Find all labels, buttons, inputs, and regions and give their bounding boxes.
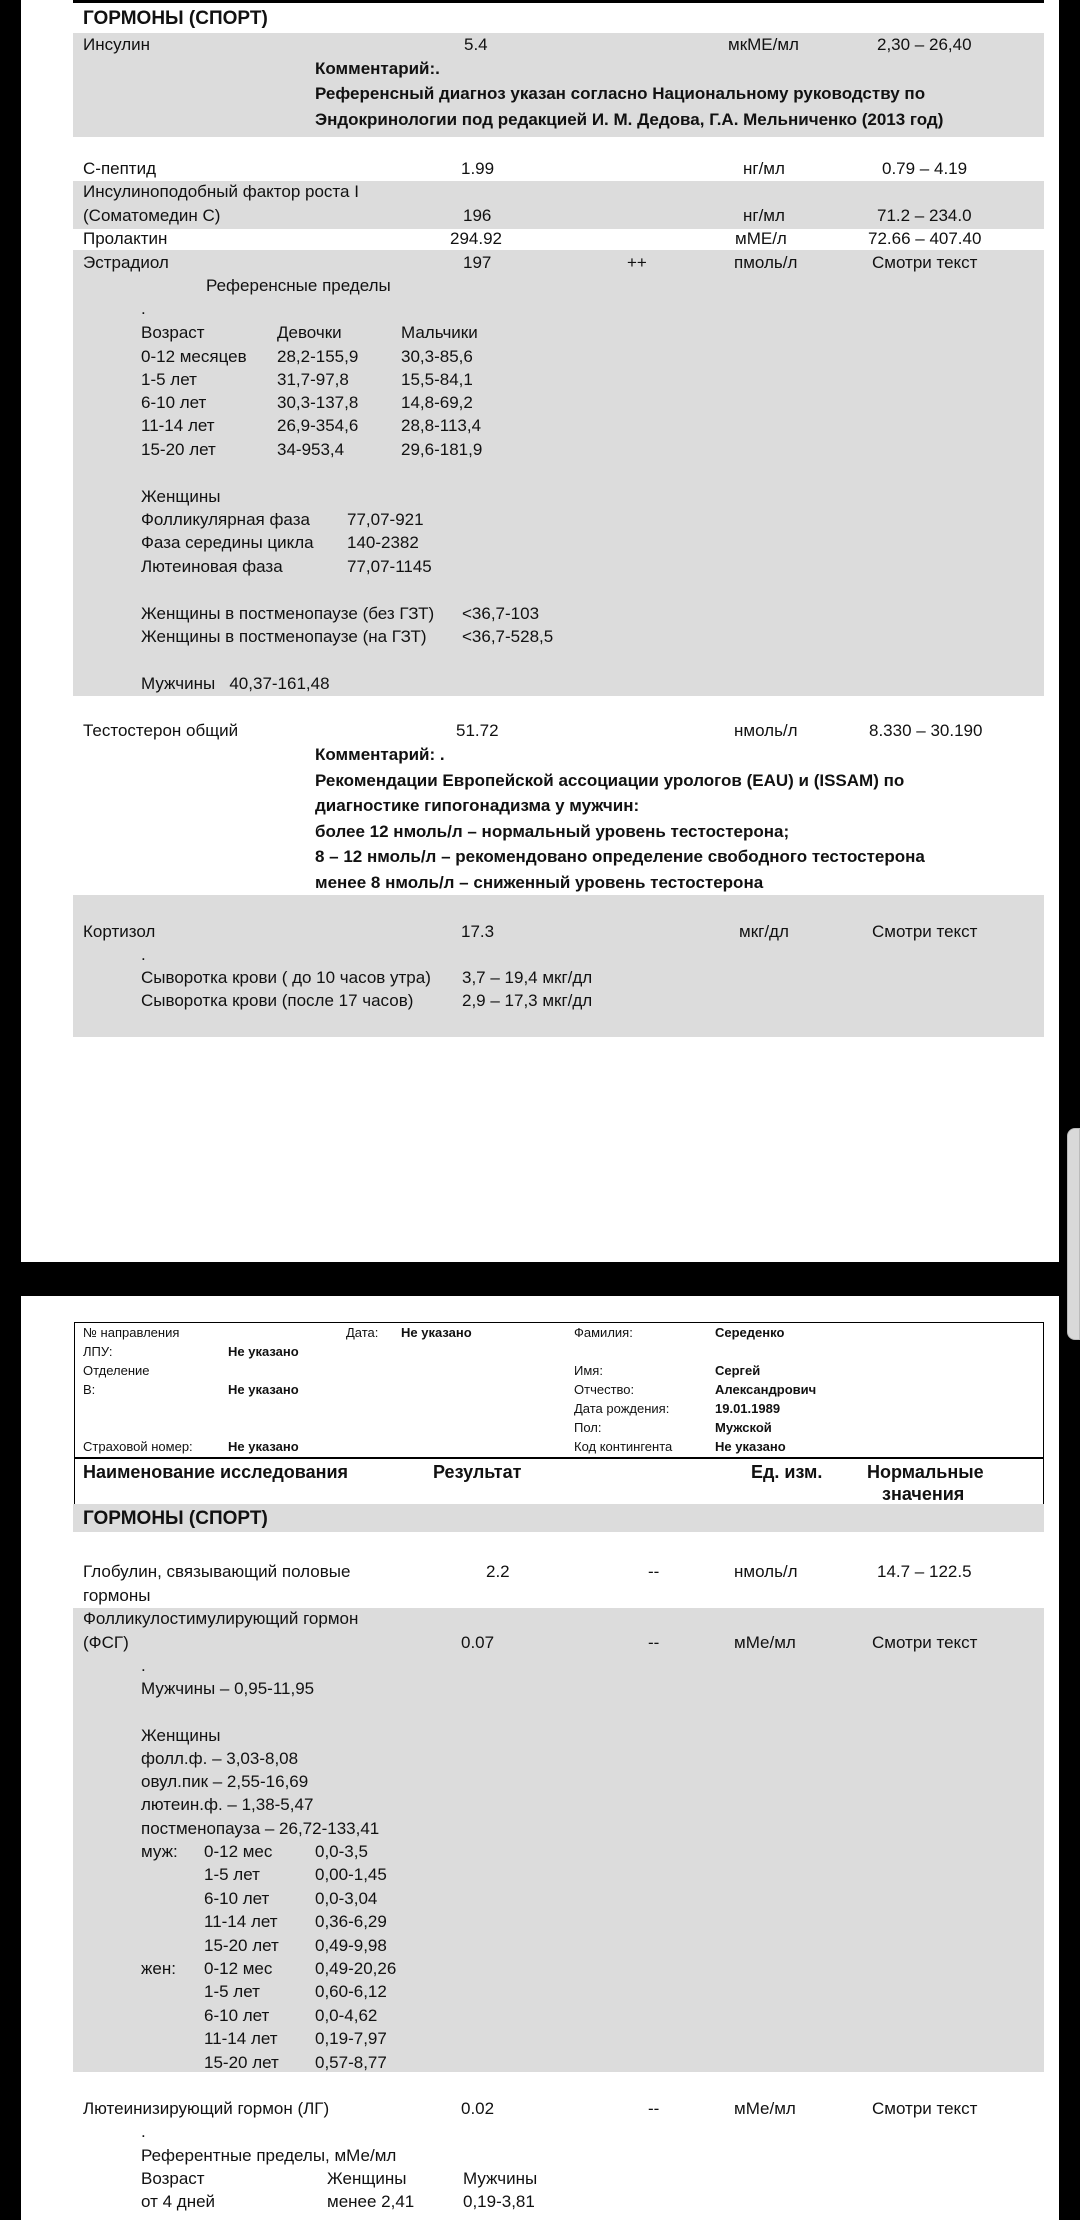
postmeno-value: <36,7-528,5 (462, 627, 554, 646)
age-cell: 6-10 лет (141, 393, 207, 412)
shbg-result: 2.2 (486, 1562, 510, 1581)
prolactin-result: 294.92 (450, 229, 502, 248)
women-value: 140-2382 (347, 533, 419, 552)
lh-men-header: Мужчины (463, 2169, 538, 2188)
cortisol-unit: мкг/дл (739, 922, 789, 941)
estradiol-flag: ++ (627, 253, 647, 272)
male-range: 0,0-3,5 (315, 1842, 368, 1861)
female-age: 11-14 лет (204, 2029, 278, 2048)
insulin-comment-line: Комментарий:. (315, 59, 440, 78)
cpeptide-name: С-пептид (83, 159, 157, 178)
fsh-name: Фолликулостимулирующий гормон (83, 1609, 359, 1628)
boys-cell: 30,3-85,6 (401, 347, 473, 366)
lh-flag: -- (648, 2099, 660, 2118)
fsh-women-line: овул.пик – 2,55-16,69 (141, 1772, 309, 1791)
estradiol-ref: Смотри текст (872, 253, 978, 272)
fsh-women-line: постменопауза – 26,72-133,41 (141, 1819, 380, 1838)
header-normal: Нормальные (867, 1462, 984, 1482)
v-value: Не указано (228, 1382, 299, 1397)
insulin-ref: 2,30 – 26,40 (877, 35, 972, 54)
boys-cell: 14,8-69,2 (401, 393, 473, 412)
lh-age-cell: от 4 дней (141, 2192, 216, 2211)
lh-result: 0.02 (461, 2099, 495, 2118)
male-range: 0,36-6,29 (315, 1912, 387, 1931)
scrollbar-handle[interactable] (1067, 1128, 1080, 1340)
name-value: Сергей (715, 1363, 761, 1378)
igf-name-2: (Соматомедин С) (83, 206, 221, 225)
lh-ref: Смотри текст (872, 2099, 978, 2118)
cpeptide-unit: нг/мл (743, 159, 785, 178)
age-cell: 1-5 лет (141, 370, 197, 389)
female-label: жен: (141, 1959, 176, 1978)
patient-info-box (74, 1322, 1044, 1459)
prolactin-ref: 72.66 – 407.40 (868, 229, 982, 248)
section-title: ГОРМОНЫ (СПОРТ) (83, 1508, 268, 1529)
table-top-border (73, 0, 1044, 3)
estradiol-unit: пмоль/л (734, 253, 798, 272)
testo-comment-line: менее 8 нмоль/л – сниженный уровень тестостерона (315, 873, 764, 892)
section-title: ГОРМОНЫ (СПОРТ) (83, 8, 268, 29)
estradiol-result: 197 (463, 253, 492, 272)
testo-comment-line: диагностике гипогонадизма у мужчин: (315, 796, 640, 815)
contingent-label: Код контингента (574, 1439, 673, 1454)
lh-name: Лютеинизирующий гормон (ЛГ) (83, 2099, 330, 2118)
girls-cell: 30,3-137,8 (277, 393, 359, 412)
female-range: 0,19-7,97 (315, 2029, 387, 2048)
cortisol-name: Кортизол (83, 922, 156, 941)
name-label: Имя: (574, 1363, 603, 1378)
dot-mark: . (141, 945, 146, 964)
testosterone-ref: 8.330 – 30.190 (869, 721, 983, 740)
report-page-2 (21, 1296, 1059, 2220)
shbg-ref: 14.7 – 122.5 (877, 1562, 972, 1581)
insulin-unit: мкМЕ/мл (728, 35, 799, 54)
cpeptide-ref: 0.79 – 4.19 (882, 159, 968, 178)
boys-cell: 15,5-84,1 (401, 370, 473, 389)
male-age: 6-10 лет (204, 1889, 270, 1908)
age-header: Возраст (141, 323, 205, 342)
shbg-flag: -- (648, 1562, 660, 1581)
testosterone-name: Тестостерон общий (83, 721, 239, 740)
insurance-label: Страховой номер: (83, 1439, 193, 1454)
date-label: Дата: (346, 1325, 379, 1340)
cortisol-range: 2,9 – 17,3 мкг/дл (462, 991, 593, 1010)
fsh-ref: Смотри текст (872, 1633, 978, 1652)
women-value: 77,07-921 (347, 510, 424, 529)
cortisol-range: 3,7 – 19,4 мкг/дл (462, 968, 593, 987)
surname-value: Середенко (715, 1325, 785, 1340)
age-cell: 0-12 месяцев (141, 347, 247, 366)
header-unit: Ед. изм. (751, 1462, 823, 1482)
men-line: Мужчины 40,37-161,48 (141, 674, 330, 693)
male-label: муж: (141, 1842, 178, 1861)
dob-value: 19.01.1989 (715, 1401, 781, 1416)
prolactin-name: Пролактин (83, 229, 168, 248)
dob-label: Дата рождения: (574, 1401, 670, 1416)
fsh-men-range: Мужчины – 0,95-11,95 (141, 1679, 315, 1698)
lpu-value: Не указано (228, 1344, 299, 1359)
lh-men-cell: 0,19-3,81 (463, 2192, 535, 2211)
sex-label: Пол: (574, 1420, 602, 1435)
testo-comment-line: Комментарий: . (315, 745, 445, 764)
fsh-women-title: Женщины (141, 1726, 221, 1745)
female-range: 0,0-4,62 (315, 2006, 378, 2025)
female-age: 0-12 мес (204, 1959, 273, 1978)
dot-mark: . (141, 2122, 146, 2141)
header-name: Наименование исследования (83, 1462, 349, 1482)
lh-women-cell: менее 2,41 (327, 2192, 415, 2211)
contingent-value: Не указано (715, 1439, 786, 1454)
igf-ref: 71.2 – 234.0 (877, 206, 972, 225)
girls-cell: 34-953,4 (277, 440, 345, 459)
girls-cell: 26,9-354,6 (277, 416, 359, 435)
female-range: 0,60-6,12 (315, 1982, 387, 2001)
testo-comment-line: Рекомендации Европейской ассоциации урологов (EAU) и (ISSAM) по (315, 771, 905, 790)
surname-label: Фамилия: (574, 1325, 633, 1340)
cortisol-sample: Сыворотка крови ( до 10 часов утра) (141, 968, 431, 987)
estradiol-name: Эстрадиол (83, 253, 169, 272)
women-phase: Фолликулярная фаза (141, 510, 310, 529)
cortisol-row-bg (73, 895, 1044, 1037)
date-value: Не указано (401, 1325, 472, 1340)
cortisol-result: 17.3 (461, 922, 495, 941)
sex-value: Мужской (715, 1420, 772, 1435)
report-page-1 (21, 0, 1059, 1262)
lh-unit: мМе/мл (734, 2099, 796, 2118)
estradiol-ref-title: Референсные пределы (206, 276, 391, 295)
women-value: 77,07-1145 (347, 557, 432, 576)
shbg-name: Глобулин, связывающий половые (83, 1562, 351, 1581)
female-range: 0,57-8,77 (315, 2053, 387, 2072)
boys-header: Мальчики (401, 323, 478, 342)
postmeno-label: Женщины в постменопаузе (без ГЗТ) (141, 604, 435, 623)
igf-unit: нг/мл (743, 206, 785, 225)
male-range: 0,00-1,45 (315, 1865, 387, 1884)
postmeno-value: <36,7-103 (462, 604, 540, 623)
male-range: 0,0-3,04 (315, 1889, 378, 1908)
age-cell: 11-14 лет (141, 416, 215, 435)
header-result: Результат (433, 1462, 522, 1482)
age-cell: 15-20 лет (141, 440, 216, 459)
fsh-row-bg (73, 1608, 1044, 2072)
insulin-name: Инсулин (83, 35, 151, 54)
lh-women-header: Женщины (327, 2169, 407, 2188)
testo-comment-line: 8 – 12 нмоль/л – рекомендовано определение свободного тестостерона (315, 847, 925, 866)
women-phase: Фаза середины цикла (141, 533, 314, 552)
insulin-result: 5.4 (464, 35, 488, 54)
patronymic-label: Отчество: (574, 1382, 635, 1397)
testo-comment-line: более 12 нмоль/л – нормальный уровень тестостерона; (315, 822, 790, 841)
cortisol-ref: Смотри текст (872, 922, 978, 941)
fsh-name-2: (ФСГ) (83, 1633, 129, 1652)
prolactin-unit: мМЕ/л (735, 229, 787, 248)
header-normal-2: значения (882, 1484, 965, 1504)
women-phase: Лютеиновая фаза (141, 557, 283, 576)
lpu-label: ЛПУ: (83, 1344, 113, 1359)
cpeptide-result: 1.99 (461, 159, 495, 178)
igf-result: 196 (463, 206, 492, 225)
dot-mark: . (141, 299, 146, 318)
male-age: 11-14 лет (204, 1912, 278, 1931)
male-age: 0-12 мес (204, 1842, 273, 1861)
igf-name: Инсулиноподобный фактор роста I (83, 182, 359, 201)
fsh-unit: мМе/мл (734, 1633, 796, 1652)
boys-cell: 28,8-113,4 (401, 416, 482, 435)
postmeno-label: Женщины в постменопаузе (на ГЗТ) (141, 627, 427, 646)
dept-label: Отделение (83, 1363, 150, 1378)
fsh-flag: -- (648, 1633, 660, 1652)
women-title: Женщины (141, 487, 221, 506)
direction-label: № направления (83, 1325, 180, 1340)
female-age: 1-5 лет (204, 1982, 260, 2001)
female-age: 6-10 лет (204, 2006, 270, 2025)
insulin-comment-line: Референсный диагноз указан согласно Национальному руководству по (315, 84, 926, 103)
girls-header: Девочки (277, 323, 342, 342)
male-range: 0,49-9,98 (315, 1936, 387, 1955)
lh-ref-title: Референтные пределы, мМе/мл (141, 2146, 397, 2165)
fsh-women-line: лютеин.ф. – 1,38-5,47 (141, 1795, 314, 1814)
lh-age-header: Возраст (141, 2169, 205, 2188)
shbg-name-2: гормоны (83, 1586, 151, 1605)
testosterone-result: 51.72 (456, 721, 499, 740)
male-age: 15-20 лет (204, 1936, 279, 1955)
v-label: В: (83, 1382, 96, 1397)
shbg-unit: нмоль/л (734, 1562, 798, 1581)
fsh-women-line: фолл.ф. – 3,03-8,08 (141, 1749, 299, 1768)
insurance-value: Не указано (228, 1439, 299, 1454)
female-range: 0,49-20,26 (315, 1959, 397, 1978)
cortisol-sample: Сыворотка крови (после 17 часов) (141, 991, 414, 1010)
girls-cell: 28,2-155,9 (277, 347, 359, 366)
male-age: 1-5 лет (204, 1865, 260, 1884)
patronymic-value: Александрович (715, 1382, 817, 1397)
boys-cell: 29,6-181,9 (401, 440, 483, 459)
girls-cell: 31,7-97,8 (277, 370, 349, 389)
fsh-result: 0.07 (461, 1633, 495, 1652)
female-age: 15-20 лет (204, 2053, 279, 2072)
dot-mark: . (141, 1656, 146, 1675)
insulin-comment-line: Эндокринологии под редакцией И. М. Дедова, Г.А. Мельниченко (2013 год) (315, 110, 944, 129)
testosterone-unit: нмоль/л (734, 721, 798, 740)
